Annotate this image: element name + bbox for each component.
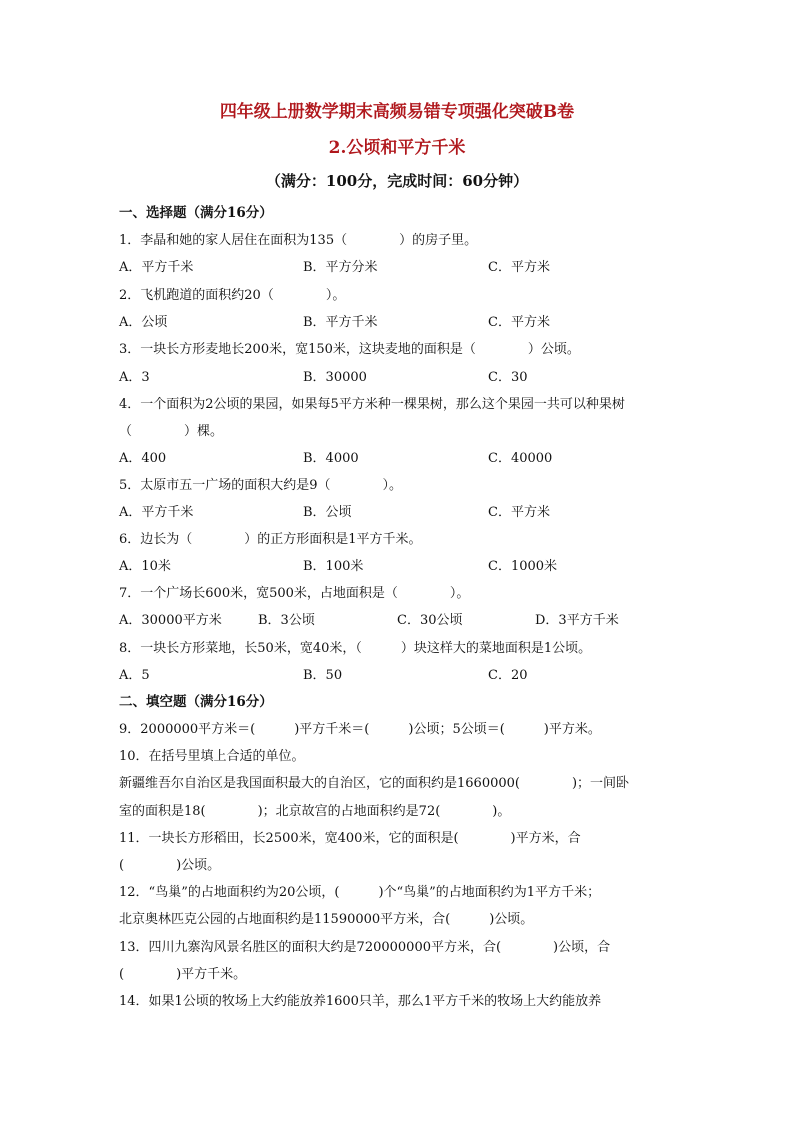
- option-a: A．30000平方米: [119, 613, 222, 628]
- option-b: B．30000: [303, 370, 367, 385]
- option-b: B．平方分米: [303, 260, 378, 275]
- question-stem: 4．一个面积为2公顷的果园，如果每5平方米种一棵果树，那么这个果园一共可以种果树: [119, 397, 625, 412]
- fill-in-line: 室的面积是18( )；北京故宫的占地面积约是72( )。: [119, 804, 511, 819]
- fill-in-line: 北京奥林匹克公园的占地面积约是11590000平方米，合( )公顷。: [119, 912, 534, 927]
- option-a: A．平方千米: [119, 505, 194, 520]
- question-stem-continued: （ ）棵。: [119, 424, 224, 439]
- option-a: A．平方千米: [119, 260, 194, 275]
- option-c: C．平方米: [488, 315, 550, 330]
- fill-in-line: 9．2000000平方米＝( )平方千米＝( )公顷；5公顷＝( )平方米。: [119, 722, 601, 737]
- fill-in-line: ( )公顷。: [119, 858, 221, 873]
- option-c: C．1000米: [488, 559, 558, 574]
- score-time-info: （满分：100分，完成时间：60分钟）: [265, 172, 529, 190]
- fill-in-line: ( )平方千米。: [119, 967, 247, 982]
- fill-in-line: 10．在括号里填上合适的单位。: [119, 749, 305, 764]
- section-heading-choice: 一、选择题（满分16分）: [119, 205, 273, 221]
- question-stem: 2．飞机跑道的面积约20（ ）。: [119, 288, 346, 303]
- option-c: C．平方米: [488, 505, 550, 520]
- option-a: A．400: [119, 451, 167, 466]
- option-c: C．30: [488, 370, 528, 385]
- question-stem: 8．一块长方形菜地，长50米，宽40米，（ ）块这样大的菜地面积是1公顷。: [119, 641, 592, 656]
- fill-in-line: 11．一块长方形稻田，长2500米，宽400米，它的面积是( )平方米，合: [119, 831, 581, 846]
- option-d: D．3平方千米: [535, 613, 619, 628]
- option-a: A．10米: [119, 559, 171, 574]
- question-stem: 7．一个广场长600米，宽500米，占地面积是（ ）。: [119, 586, 470, 601]
- fill-in-line: 新疆维吾尔自治区是我国面积最大的自治区，它的面积约是1660000( )；一间卧: [119, 776, 630, 791]
- section-heading-fill-in: 二、填空题（满分16分）: [119, 694, 273, 710]
- option-c: C．平方米: [488, 260, 550, 275]
- option-b: B．100米: [303, 559, 364, 574]
- question-stem: 3．一块长方形麦地长200米，宽150米，这块麦地的面积是（ ）公顷。: [119, 342, 580, 357]
- option-c: C．40000: [488, 451, 553, 466]
- option-a: A．3: [119, 370, 150, 385]
- question-stem: 6．边长为（ ）的正方形面积是1平方千米。: [119, 532, 422, 547]
- option-b: B．50: [303, 668, 343, 683]
- question-stem: 1．李晶和她的家人居住在面积为135（ ）的房子里。: [119, 233, 478, 248]
- fill-in-line: 13．四川九寨沟风景名胜区的面积大约是720000000平方米，合( )公顷，合: [119, 940, 611, 955]
- question-stem: 5．太原市五一广场的面积大约是9（ ）。: [119, 478, 403, 493]
- fill-in-line: 12．“鸟巢”的占地面积约为20公顷，( )个“鸟巢”的占地面积约为1平方千米；: [119, 885, 601, 900]
- worksheet-title: 四年级上册数学期末高频易错专项强化突破B卷: [219, 102, 575, 122]
- option-b: B．公顷: [303, 505, 352, 520]
- option-b: B．3公顷: [258, 613, 315, 628]
- option-c: C．30公顷: [397, 613, 463, 628]
- option-b: B．平方千米: [303, 315, 378, 330]
- worksheet-subtitle: 2.公顷和平方千米: [328, 138, 466, 158]
- option-c: C．20: [488, 668, 528, 683]
- fill-in-line: 14．如果1公顷的牧场上大约能放养1600只羊，那么1平方千米的牧场上大约能放养: [119, 994, 602, 1009]
- option-b: B．4000: [303, 451, 359, 466]
- option-a: A．5: [119, 668, 150, 683]
- option-a: A．公顷: [119, 315, 168, 330]
